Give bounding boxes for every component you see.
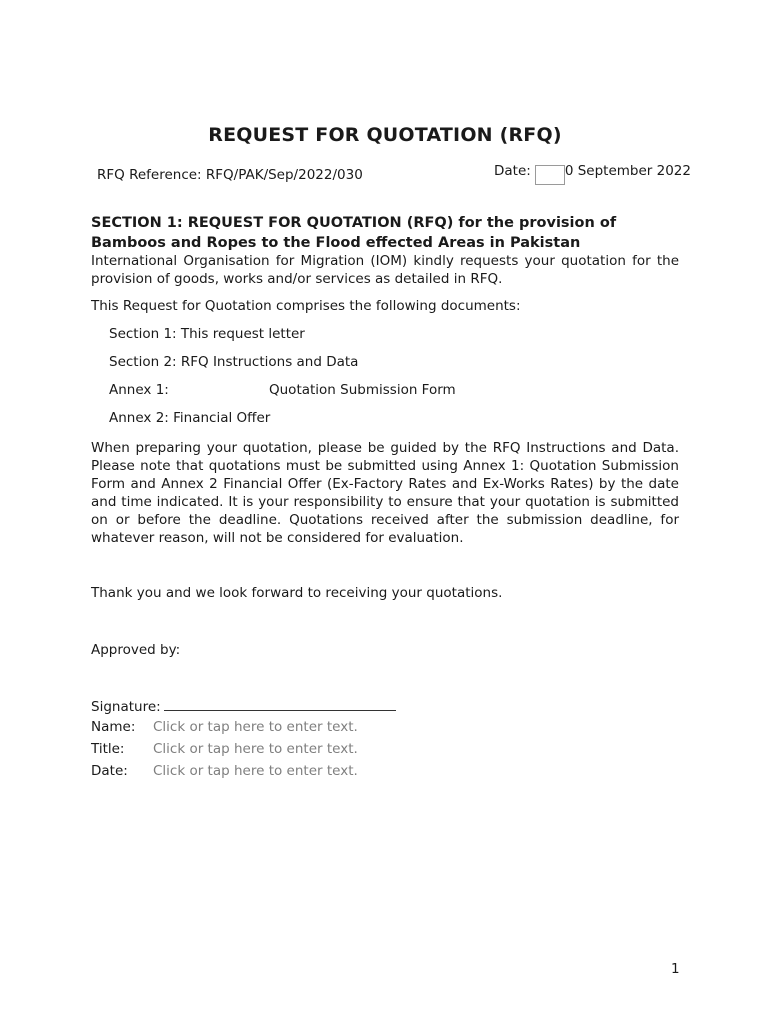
list-item-annex2: Annex 2: Financial Offer xyxy=(109,410,271,426)
comprises-line: This Request for Quotation comprises the following documents: xyxy=(91,298,521,314)
date-field-label: Date: xyxy=(91,763,128,779)
signature-row xyxy=(91,697,396,716)
thanks-line: Thank you and we look forward to receiving your quotations. xyxy=(91,585,503,601)
document-title: REQUEST FOR QUOTATION (RFQ) xyxy=(208,124,562,146)
title-row xyxy=(91,740,358,758)
page-number: 1 xyxy=(671,961,680,977)
annex1-title: Quotation Submission Form xyxy=(269,382,456,398)
approved-by-label: Approved by: xyxy=(91,642,181,658)
intro-paragraph: International Organisation for Migration (IOM) kindly requests your quotation for the provision of goods, works and/or services as detailed in RFQ. xyxy=(91,253,679,287)
date-row xyxy=(494,163,691,185)
name-label: Name: xyxy=(91,719,136,735)
annex1-label: Annex 1: xyxy=(109,382,169,398)
date-value: 0 September 2022 xyxy=(564,163,691,179)
date-label: Date: xyxy=(494,163,531,179)
list-item-annex1 xyxy=(109,381,697,399)
name-row xyxy=(91,718,358,736)
list-item-section2: Section 2: RFQ Instructions and Data xyxy=(109,354,359,370)
rfq-reference: RFQ Reference: RFQ/PAK/Sep/2022/030 xyxy=(97,167,363,183)
section-heading: SECTION 1: REQUEST FOR QUOTATION (RFQ) for the provision of Bamboos and Ropes to the Flood effected Areas in Pakistan xyxy=(91,215,617,251)
signature-label: Signature: xyxy=(91,699,161,715)
signature-line[interactable] xyxy=(164,697,396,711)
list-item-section1: Section 1: This request letter xyxy=(109,326,305,342)
name-field[interactable]: Click or tap here to enter text. xyxy=(153,719,358,735)
date-field-row xyxy=(91,762,358,780)
title-field[interactable]: Click or tap here to enter text. xyxy=(153,741,358,757)
date-day-field[interactable] xyxy=(535,165,565,185)
guidance-paragraph: When preparing your quotation, please be guided by the RFQ Instructions and Data. Please note that quotations must be submitted using Annex 1: Quotation Submission Form and Annex 2 Financial Offer (Ex-Factory Rates and Ex-Works Rates) by the date and time indicated. It is your responsibility to ensure that your quotation is submitted on or before the deadline. Quotations received after the submission deadline, for whatever reason, will not be considered for evaluation. xyxy=(91,440,679,546)
date-field[interactable]: Click or tap here to enter text. xyxy=(153,763,358,779)
title-label: Title: xyxy=(91,741,125,757)
